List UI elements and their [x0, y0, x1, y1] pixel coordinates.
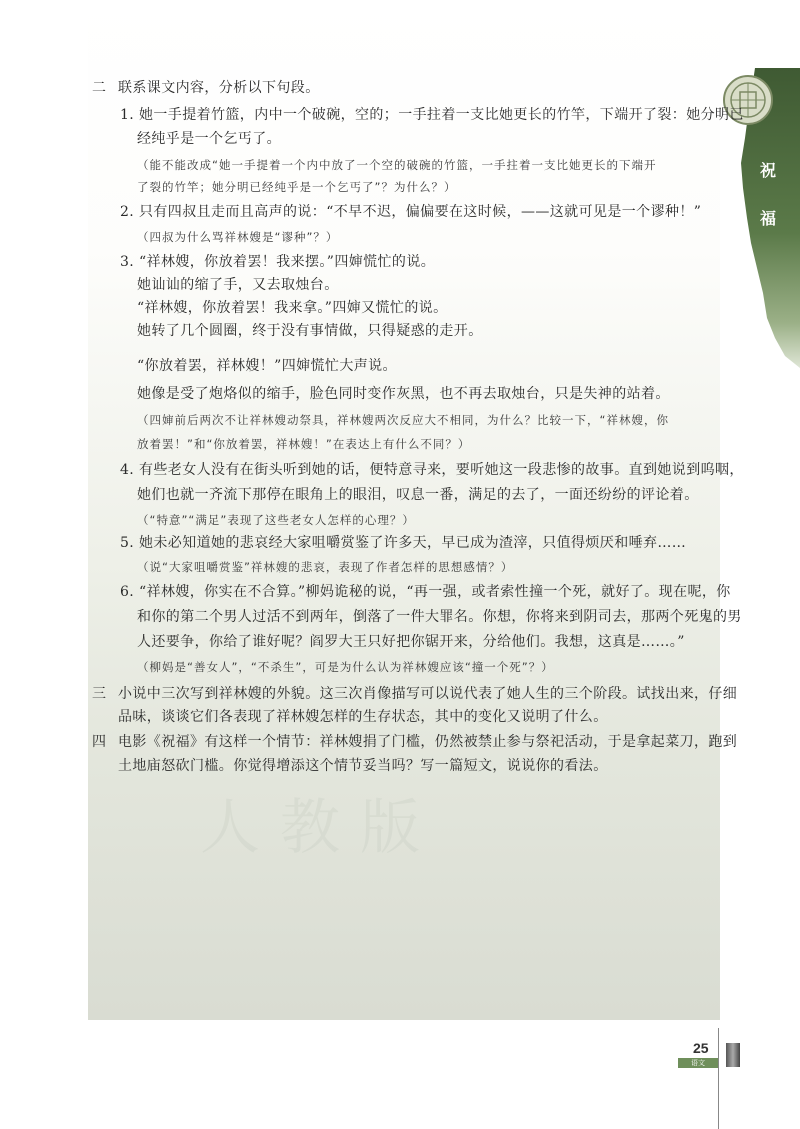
side-tab-char-2: 福	[760, 209, 777, 228]
section-three-line-1: 小说中三次写到祥林嫂的外貌。这三次肖像描写可以说代表了她人生的三个阶段。试找出来，仔细	[118, 686, 738, 702]
book-corner-icon	[726, 1043, 740, 1067]
q3-line-6: 她像是受了炮烙似的缩手，脸色同时变作灰黑，也不再去取烛台，只是失神的站着。	[137, 386, 670, 402]
q4-line-1: 4. 有些老女人没有在街头听到她的话，便特意寻来，要听她这一段悲惨的故事。直到她说到呜咽，	[120, 462, 744, 478]
section-four-line-2: 土地庙怒砍门槛。你觉得增添这个情节妥当吗？写一篇短文，说说你的看法。	[118, 758, 608, 774]
side-tab-char-1: 祝	[760, 161, 777, 180]
q1-line-2: 经纯乎是一个乞丐了。	[137, 131, 281, 147]
section-two-title: 联系课文内容，分析以下句段。	[118, 80, 320, 96]
section-number-two: 二	[92, 80, 106, 96]
q5-line-1: 5. 她未必知道她的悲哀经大家咀嚼赏鉴了许多天，早已成为渣滓，只值得烦厌和唾弃……	[120, 535, 687, 551]
publisher-watermark: 人教版	[200, 793, 440, 863]
q4-note-1: （“特意”“满足”表现了这些老女人怎样的心理？）	[137, 513, 415, 527]
section-three-line-2: 品味，谈谈它们各表现了祥林嫂怎样的生存状态，其中的变化又说明了什么。	[118, 709, 608, 725]
q1-note-2: 了裂的竹竿；她分明已经纯乎是一个乞丐了”？为什么？）	[137, 180, 457, 194]
subject-label: 语文	[678, 1058, 718, 1068]
q3-line-1: 3. “祥林嫂，你放着罢！我来摆。”四婶慌忙的说。	[120, 254, 436, 270]
q3-note-1: （四婶前后两次不让祥林嫂动祭具，祥林嫂两次反应大不相同，为什么？比较一下，“祥林嫂，你	[137, 413, 669, 427]
q6-line-1: 6. “祥林嫂，你实在不合算。”柳妈诡秘的说，“再一强，或者索性撞一个死，就好了。现在呢，你	[120, 584, 731, 600]
q2-note-1: （四叔为什么骂祥林嫂是“谬种”？）	[137, 230, 339, 244]
q2-line-1: 2. 只有四叔且走而且高声的说：“不早不迟，偏偏要在这时候，——这就可见是一个谬种！”	[120, 204, 702, 220]
q3-line-4: 她转了几个圆圈，终于没有事情做，只得疑惑的走开。	[137, 323, 483, 339]
q6-note-1: （柳妈是“善女人”，“不杀生”，可是为什么认为祥林嫂应该“撞一个死”？）	[137, 660, 554, 674]
section-number-four: 四	[92, 734, 106, 750]
q6-line-2: 和你的第二个男人过活不到两年，倒落了一件大罪名。你想，你将来到阴司去，那两个死鬼的男	[137, 609, 742, 625]
page-number: 25	[693, 1040, 709, 1056]
q3-note-2: 放着罢！”和“你放着罢，祥林嫂！”在表达上有什么不同？）	[137, 437, 471, 451]
q4-line-2: 她们也就一齐流下那停在眼角上的眼泪，叹息一番，满足的去了，一面还纷纷的评论着。	[137, 487, 699, 503]
page-edge-line	[718, 1028, 719, 1129]
section-four-line-1: 电影《祝福》有这样一个情节：祥林嫂捐了门槛，仍然被禁止参与祭祀活动，于是拿起菜刀，跑到	[118, 734, 738, 750]
q3-line-2: 她讪讪的缩了手，又去取烛台。	[137, 277, 339, 293]
q1-line-1: 1. 她一手提着竹篮，内中一个破碗，空的；一手拄着一支比她更长的竹竿，下端开了裂：她分明已	[120, 107, 744, 123]
q6-line-3: 人还要争，你给了谁好呢？阎罗大王只好把你锯开来，分给他们。我想，这真是……。”	[137, 634, 685, 650]
q5-note-1: （说“大家咀嚼赏鉴”祥林嫂的悲哀，表现了作者怎样的思想感情？）	[137, 560, 514, 574]
q3-line-5: “你放着罢，祥林嫂！”四婶慌忙大声说。	[137, 358, 397, 374]
q3-line-3: “祥林嫂，你放着罢！我来拿。”四婶又慌忙的说。	[137, 300, 448, 316]
q1-note-1: （能不能改成“她一手提着一个内中放了一个空的破碗的竹篮，一手拄着一支比她更长的下端开	[137, 158, 657, 172]
section-number-three: 三	[92, 686, 106, 702]
